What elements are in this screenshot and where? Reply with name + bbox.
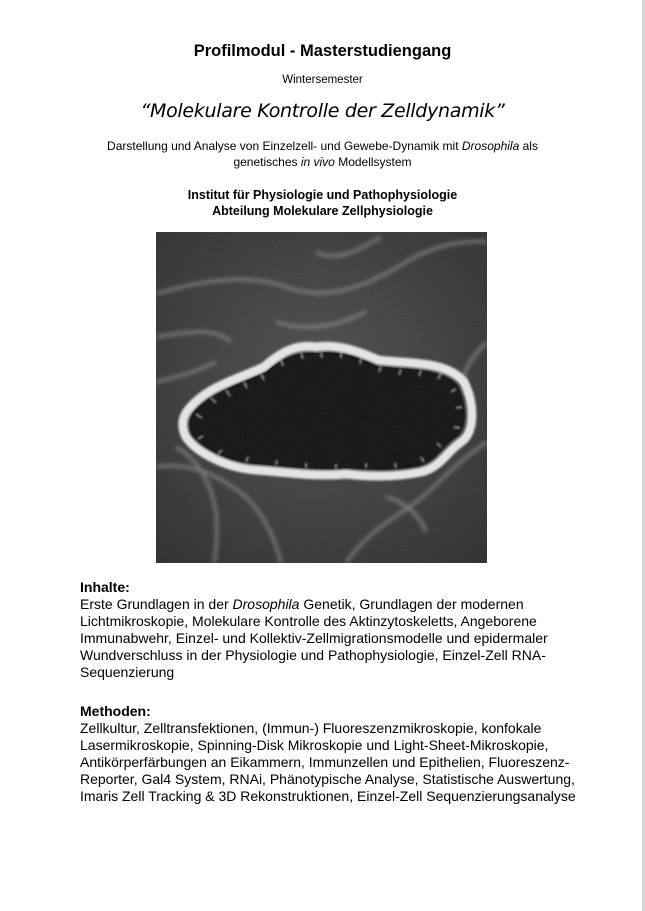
course-title: “Molekulare Kontrolle der Zelldynamik” (140, 100, 505, 122)
institute-name: Institut für Physiologie und Pathophysiologie (187, 188, 458, 202)
methods-text: Zellkultur, Zelltransfektionen, (Immun-) Fluoreszenzmikroskopie, konfokale Lasermikroskopie, Spinning-Disk Mikroskopie und Light-Sheet-Mikroskopie, Antikörperfärbungen an Eikammern, Immunzellen und Epithelien, Fluoreszenz-Reporter, Gal4 System, RNAi, Phänotypische Analyse, Statistische Auswertung, Imaris Zell Tracking & 3D Rekonstruktionen, Einzel-Zell Sequenzierungsanalyse (80, 720, 576, 804)
description-italic-2: in vivo (300, 155, 335, 169)
description-text-1: Darstellung und Analyse von Einzelzell- und Gewebe-Dynamik mit (107, 139, 462, 153)
methods-section (80, 703, 600, 805)
content-text-1: Erste Grundlagen in der (80, 596, 233, 612)
page-title: Profilmodul - Masterstudiengang (193, 42, 452, 60)
content-section (80, 579, 600, 681)
methods-heading: Methoden: (80, 703, 151, 719)
content-text-2: Genetik, Grundlagen der modernen Lichtmikroskopie, Molekulare Kontrolle des Aktinzytoskeletts, Angeborene Immunabwehr, Einzel- und Kollektiv-Zellmigrationsmodelle und epidermaler Wundverschluss in der Physiologie und Pathophysiologie, Einzel-Zell RNA-Sequenzierung (80, 596, 548, 680)
description-text-2: als genetisches (233, 139, 538, 169)
content-heading: Inhalte: (80, 579, 130, 595)
description-italic-1: Drosophila (461, 139, 520, 153)
description-text-3: Modellsystem (334, 155, 412, 169)
content-text (80, 596, 600, 681)
content-italic: Drosophila (232, 596, 300, 612)
institute-block (0, 188, 645, 219)
semester-label: Wintersemester (282, 74, 363, 86)
fluorescence-micrograph (156, 232, 487, 563)
course-description (0, 138, 645, 170)
micrograph-drawing (156, 232, 487, 563)
department-name: Abteilung Molekulare Zellphysiologie (212, 203, 433, 218)
